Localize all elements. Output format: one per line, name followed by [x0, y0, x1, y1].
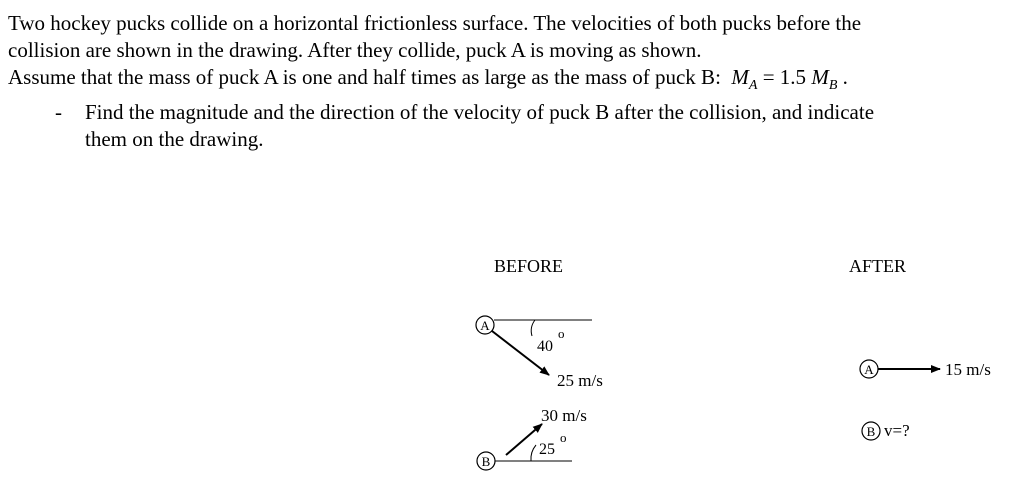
before-title: BEFORE [494, 256, 564, 276]
before-puck-a [476, 316, 494, 334]
after-puck-b-velocity-label: v=? [884, 421, 910, 440]
before-puck-b-label: B [481, 454, 491, 469]
puck-b-angle-arc [531, 445, 536, 461]
puck-b-angle-degree: o [560, 430, 567, 445]
bullet-dash: - [55, 100, 62, 125]
after-puck-a [860, 360, 878, 378]
mass-equation: $M_A = 1.5$ $M_B$ . [731, 65, 848, 94]
after-puck-a-speed-label: 15 m/s [945, 360, 991, 379]
task-line-1: Find the magnitude and the direction of the velocity of puck B after the collision, and indicate [85, 100, 875, 125]
puck-a-angle-arc [531, 320, 535, 336]
puck-b-angle-label: 25 [539, 441, 555, 458]
problem-line-2: collision are shown in the drawing. After they collide, puck A is moving as shown. [8, 38, 702, 62]
mass-assumption-text: Assume that the mass of puck A is one and half times as large as the mass of puck B: [8, 65, 721, 89]
puck-a-angle-label: 40 [537, 338, 553, 355]
task-line-2: them on the drawing. [85, 127, 264, 152]
after-puck-a-label: A [864, 362, 874, 377]
before-puck-b [477, 452, 495, 470]
after-title: AFTER [849, 256, 907, 276]
after-puck-b [862, 422, 880, 440]
before-puck-a-label: A [480, 318, 490, 333]
puck-b-velocity-arrow [506, 424, 542, 455]
problem-line-1: Two hockey pucks collide on a horizontal frictionless surface. The velocities of both pucks before the [8, 11, 862, 35]
puck-b-speed-label: 30 m/s [541, 406, 587, 425]
puck-a-angle-degree: o [558, 326, 565, 341]
puck-a-speed-label: 25 m/s [557, 371, 603, 390]
after-puck-b-label: B [866, 424, 876, 439]
